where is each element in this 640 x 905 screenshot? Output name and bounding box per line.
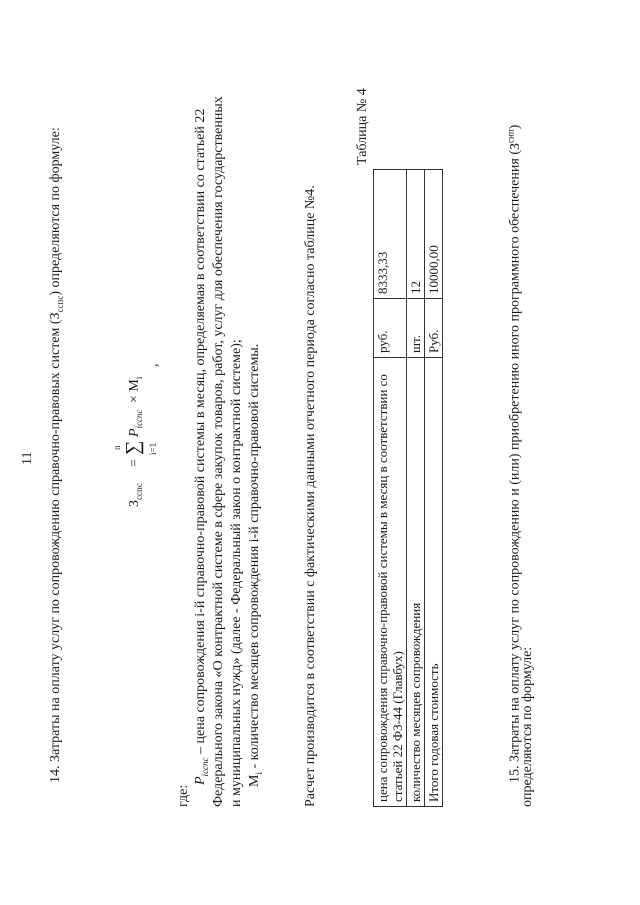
table-cell-name: Итого годовая стоимость: [425, 358, 443, 807]
item-15-heading: 15. Затраты на оплату услуг по сопровождению и (или) приобретению иного программного обеспечения $(З^{сип})$: [505, 124, 523, 783]
formula: [96, 363, 186, 507]
item-14-heading: [48, 127, 68, 783]
item-14-text-end: ) определяются по формуле:: [48, 127, 63, 296]
item-14-symbol: З: [48, 312, 63, 320]
formula-sigma-upper: n: [112, 445, 122, 450]
formula-sigma-lower: i=1: [148, 442, 158, 455]
item-14-symbol-sub: сспс: [54, 295, 65, 313]
table-cell-value: 10000,00: [425, 170, 443, 299]
where-label: где:: [176, 784, 191, 807]
formula-term-p: $P_{iсспс}$: [127, 409, 144, 437]
calculation-note: Расчет производится в соответствии с фактическими данными отчетного периода согласно таблице №4.: [303, 185, 318, 807]
formula-sigma: ∑: [122, 440, 144, 455]
where-m-line: $M_i$ - количество месяцев сопровождения i-й справочно-правовой системы.: [247, 343, 264, 787]
formula-term-m: × $M_i$: [127, 376, 144, 403]
table-cell-unit: Руб.: [425, 299, 443, 358]
p-symbol: $P_{iсспс}$: [193, 757, 210, 785]
m-symbol: $M_i$: [247, 772, 264, 787]
formula-lhs: $З_{сспс}$: [127, 483, 144, 507]
page-number: 11: [20, 451, 35, 465]
data-table: [373, 169, 443, 807]
item-14-text: 14. Затраты на оплату услуг по сопровождению справочно-правовых систем (: [48, 319, 63, 783]
item-15-symbol: $З^{сип}$: [505, 129, 523, 150]
table-cell-unit: руб.: [374, 299, 407, 358]
table-row: [425, 170, 443, 807]
table-cell-name: количество месяцев сопровождения: [407, 358, 425, 807]
table-row: [374, 170, 407, 807]
formula-equals: =: [127, 459, 142, 467]
table-cell-name: цена сопровождения справочно-правовой системы в месяц в соответствии со статьей 22 ФЗ-44 (Главбух): [374, 358, 407, 807]
table-cell-value: 12: [407, 170, 425, 299]
formula-comma: ,: [146, 363, 161, 367]
table-label: Таблица № 4: [355, 88, 370, 165]
table-row: [407, 170, 425, 807]
where-p-line: $P_{iсспс}$ – цена сопровождения i-й справочно-правовой системы в месяц, определяемая в соответствии со статьей 22: [193, 108, 210, 785]
table-cell-value: 8333,33: [374, 170, 407, 299]
item-15-line-2: определяются по формуле:: [520, 646, 535, 807]
table-cell-unit: шт.: [407, 299, 425, 358]
where-line-2: Федерального закона «О контрактной системе в сфере закупок товаров, работ, услуг для обеспечения государственных: [211, 96, 226, 807]
where-line-3: и муниципальных нужд» (далее - Федеральный закон о контрактной системе);: [229, 339, 244, 807]
